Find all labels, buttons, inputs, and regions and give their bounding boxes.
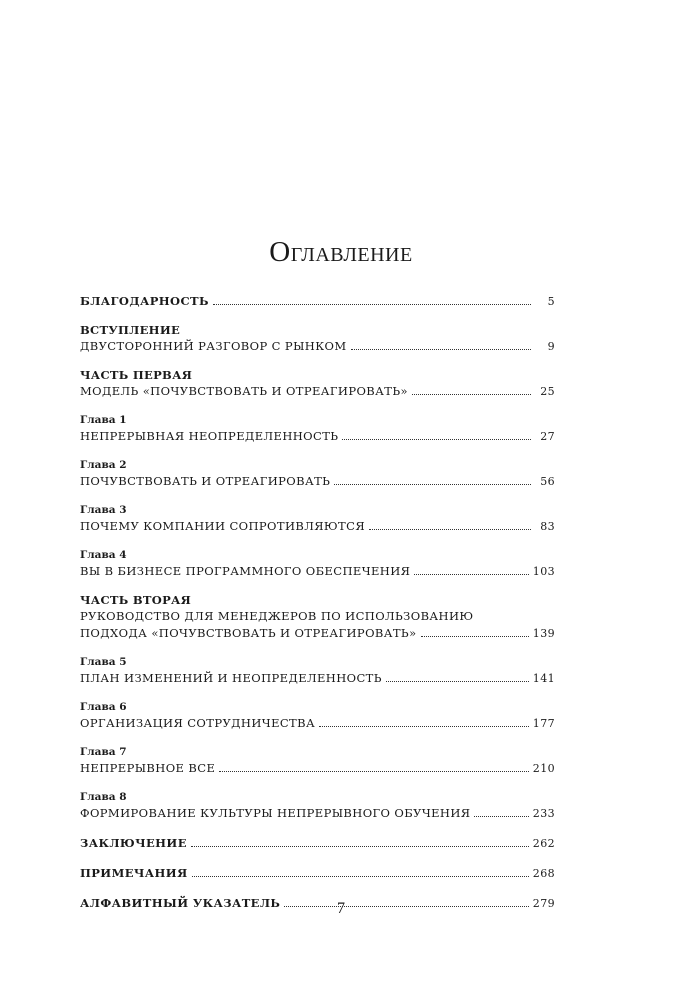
toc-page-number: 210 xyxy=(532,762,555,775)
toc-page-number: 139 xyxy=(532,627,555,640)
toc-entry-chapter-2[interactable] xyxy=(80,458,555,490)
toc-title: ПРИМЕЧАНИЯ xyxy=(80,866,188,880)
toc-title: ДВУСТОРОННИЙ РАЗГОВОР С РЫНКОМ xyxy=(80,339,347,353)
toc-entry-chapter-6[interactable] xyxy=(80,700,555,732)
toc-label: Глава 5 xyxy=(80,656,127,668)
toc-page-number: 56 xyxy=(540,475,555,488)
toc-entry-part1[interactable] xyxy=(80,368,555,400)
toc-title: ПЛАН ИЗМЕНЕНИЙ И НЕОПРЕДЕЛЕННОСТЬ xyxy=(80,671,382,685)
toc-label: Глава 2 xyxy=(80,459,127,471)
toc-entry-part2[interactable] xyxy=(80,593,555,642)
toc-page-number: 233 xyxy=(532,807,555,820)
dot-leader xyxy=(421,636,529,637)
toc-page-number: 268 xyxy=(532,867,555,880)
toc-page-number: 83 xyxy=(540,520,555,533)
page-number: 7 xyxy=(337,900,345,917)
toc-page-number: 9 xyxy=(547,340,555,353)
toc-label: Глава 1 xyxy=(80,414,127,426)
toc-entry-chapter-5[interactable] xyxy=(80,655,555,687)
toc-label: ЧАСТЬ ПЕРВАЯ xyxy=(80,368,193,382)
toc-title: НЕПРЕРЫВНОЕ ВСЕ xyxy=(80,761,216,775)
dot-leader xyxy=(334,484,531,485)
toc-title-line-1: РУКОВОДСТВО ДЛЯ МЕНЕДЖЕРОВ ПО ИСПОЛЬЗОВАНИЮ xyxy=(80,609,474,623)
toc-title-line-2: ПОДХОДА «ПОЧУВСТВОВАТЬ И ОТРЕАГИРОВАТЬ» xyxy=(80,626,417,640)
toc-label: Глава 4 xyxy=(80,549,127,561)
toc-entry-acknowledgments[interactable] xyxy=(80,293,555,310)
toc-label: ЧАСТЬ ВТОРАЯ xyxy=(80,593,192,607)
toc-page-number: 103 xyxy=(532,565,555,578)
toc-page-number: 262 xyxy=(532,837,555,850)
toc-entry-chapter-8[interactable] xyxy=(80,790,555,822)
toc-title: ФОРМИРОВАНИЕ КУЛЬТУРЫ НЕПРЕРЫВНОГО ОБУЧЕНИЯ xyxy=(80,806,471,820)
toc-entry-intro[interactable] xyxy=(80,323,555,355)
toc-page-number: 5 xyxy=(547,295,555,308)
dot-leader xyxy=(414,574,528,575)
toc-label: Глава 3 xyxy=(80,504,127,516)
toc-page-number: 27 xyxy=(540,430,555,443)
dot-leader xyxy=(219,771,529,772)
toc-title: ПОЧЕМУ КОМПАНИИ СОПРОТИВЛЯЮТСЯ xyxy=(80,519,366,533)
dot-leader xyxy=(412,394,531,395)
dot-leader xyxy=(342,439,531,440)
toc-entry-chapter-4[interactable] xyxy=(80,548,555,580)
toc-label: ВСТУПЛЕНИЕ xyxy=(80,323,181,337)
toc-entry-conclusion[interactable] xyxy=(80,835,555,852)
dot-leader xyxy=(191,846,529,847)
toc-title: МОДЕЛЬ «ПОЧУВСТВОВАТЬ И ОТРЕАГИРОВАТЬ» xyxy=(80,384,408,398)
toc-title: НЕПРЕРЫВНАЯ НЕОПРЕДЕЛЕННОСТЬ xyxy=(80,429,339,443)
toc-page-number: 177 xyxy=(532,717,555,730)
toc-entry-chapter-3[interactable] xyxy=(80,503,555,535)
toc-entry-chapter-1[interactable] xyxy=(80,413,555,445)
table-of-contents xyxy=(80,293,555,925)
dot-leader xyxy=(351,349,531,350)
toc-title: БЛАГОДАРНОСТЬ xyxy=(80,294,209,308)
toc-title: АЛФАВИТНЫЙ УКАЗАТЕЛЬ xyxy=(80,896,281,910)
toc-label: Глава 6 xyxy=(80,701,127,713)
toc-page-number: 279 xyxy=(532,897,555,910)
toc-title: ЗАКЛЮЧЕНИЕ xyxy=(80,836,187,850)
toc-title: ПОЧУВСТВОВАТЬ И ОТРЕАГИРОВАТЬ xyxy=(80,474,331,488)
toc-label: Глава 8 xyxy=(80,791,127,803)
toc-entry-notes[interactable] xyxy=(80,865,555,882)
toc-page-number: 141 xyxy=(532,672,555,685)
dot-leader xyxy=(474,816,528,817)
dot-leader xyxy=(213,304,531,305)
toc-title: ОРГАНИЗАЦИЯ СОТРУДНИЧЕСТВА xyxy=(80,716,316,730)
dot-leader xyxy=(319,726,529,727)
toc-label: Глава 7 xyxy=(80,746,127,758)
dot-leader xyxy=(386,681,529,682)
dot-leader xyxy=(192,876,529,877)
page-title: Оглавление xyxy=(269,236,413,268)
toc-title: ВЫ В БИЗНЕСЕ ПРОГРАММНОГО ОБЕСПЕЧЕНИЯ xyxy=(80,564,411,578)
dot-leader xyxy=(369,529,531,530)
toc-page-number: 25 xyxy=(540,385,555,398)
toc-entry-chapter-7[interactable] xyxy=(80,745,555,777)
